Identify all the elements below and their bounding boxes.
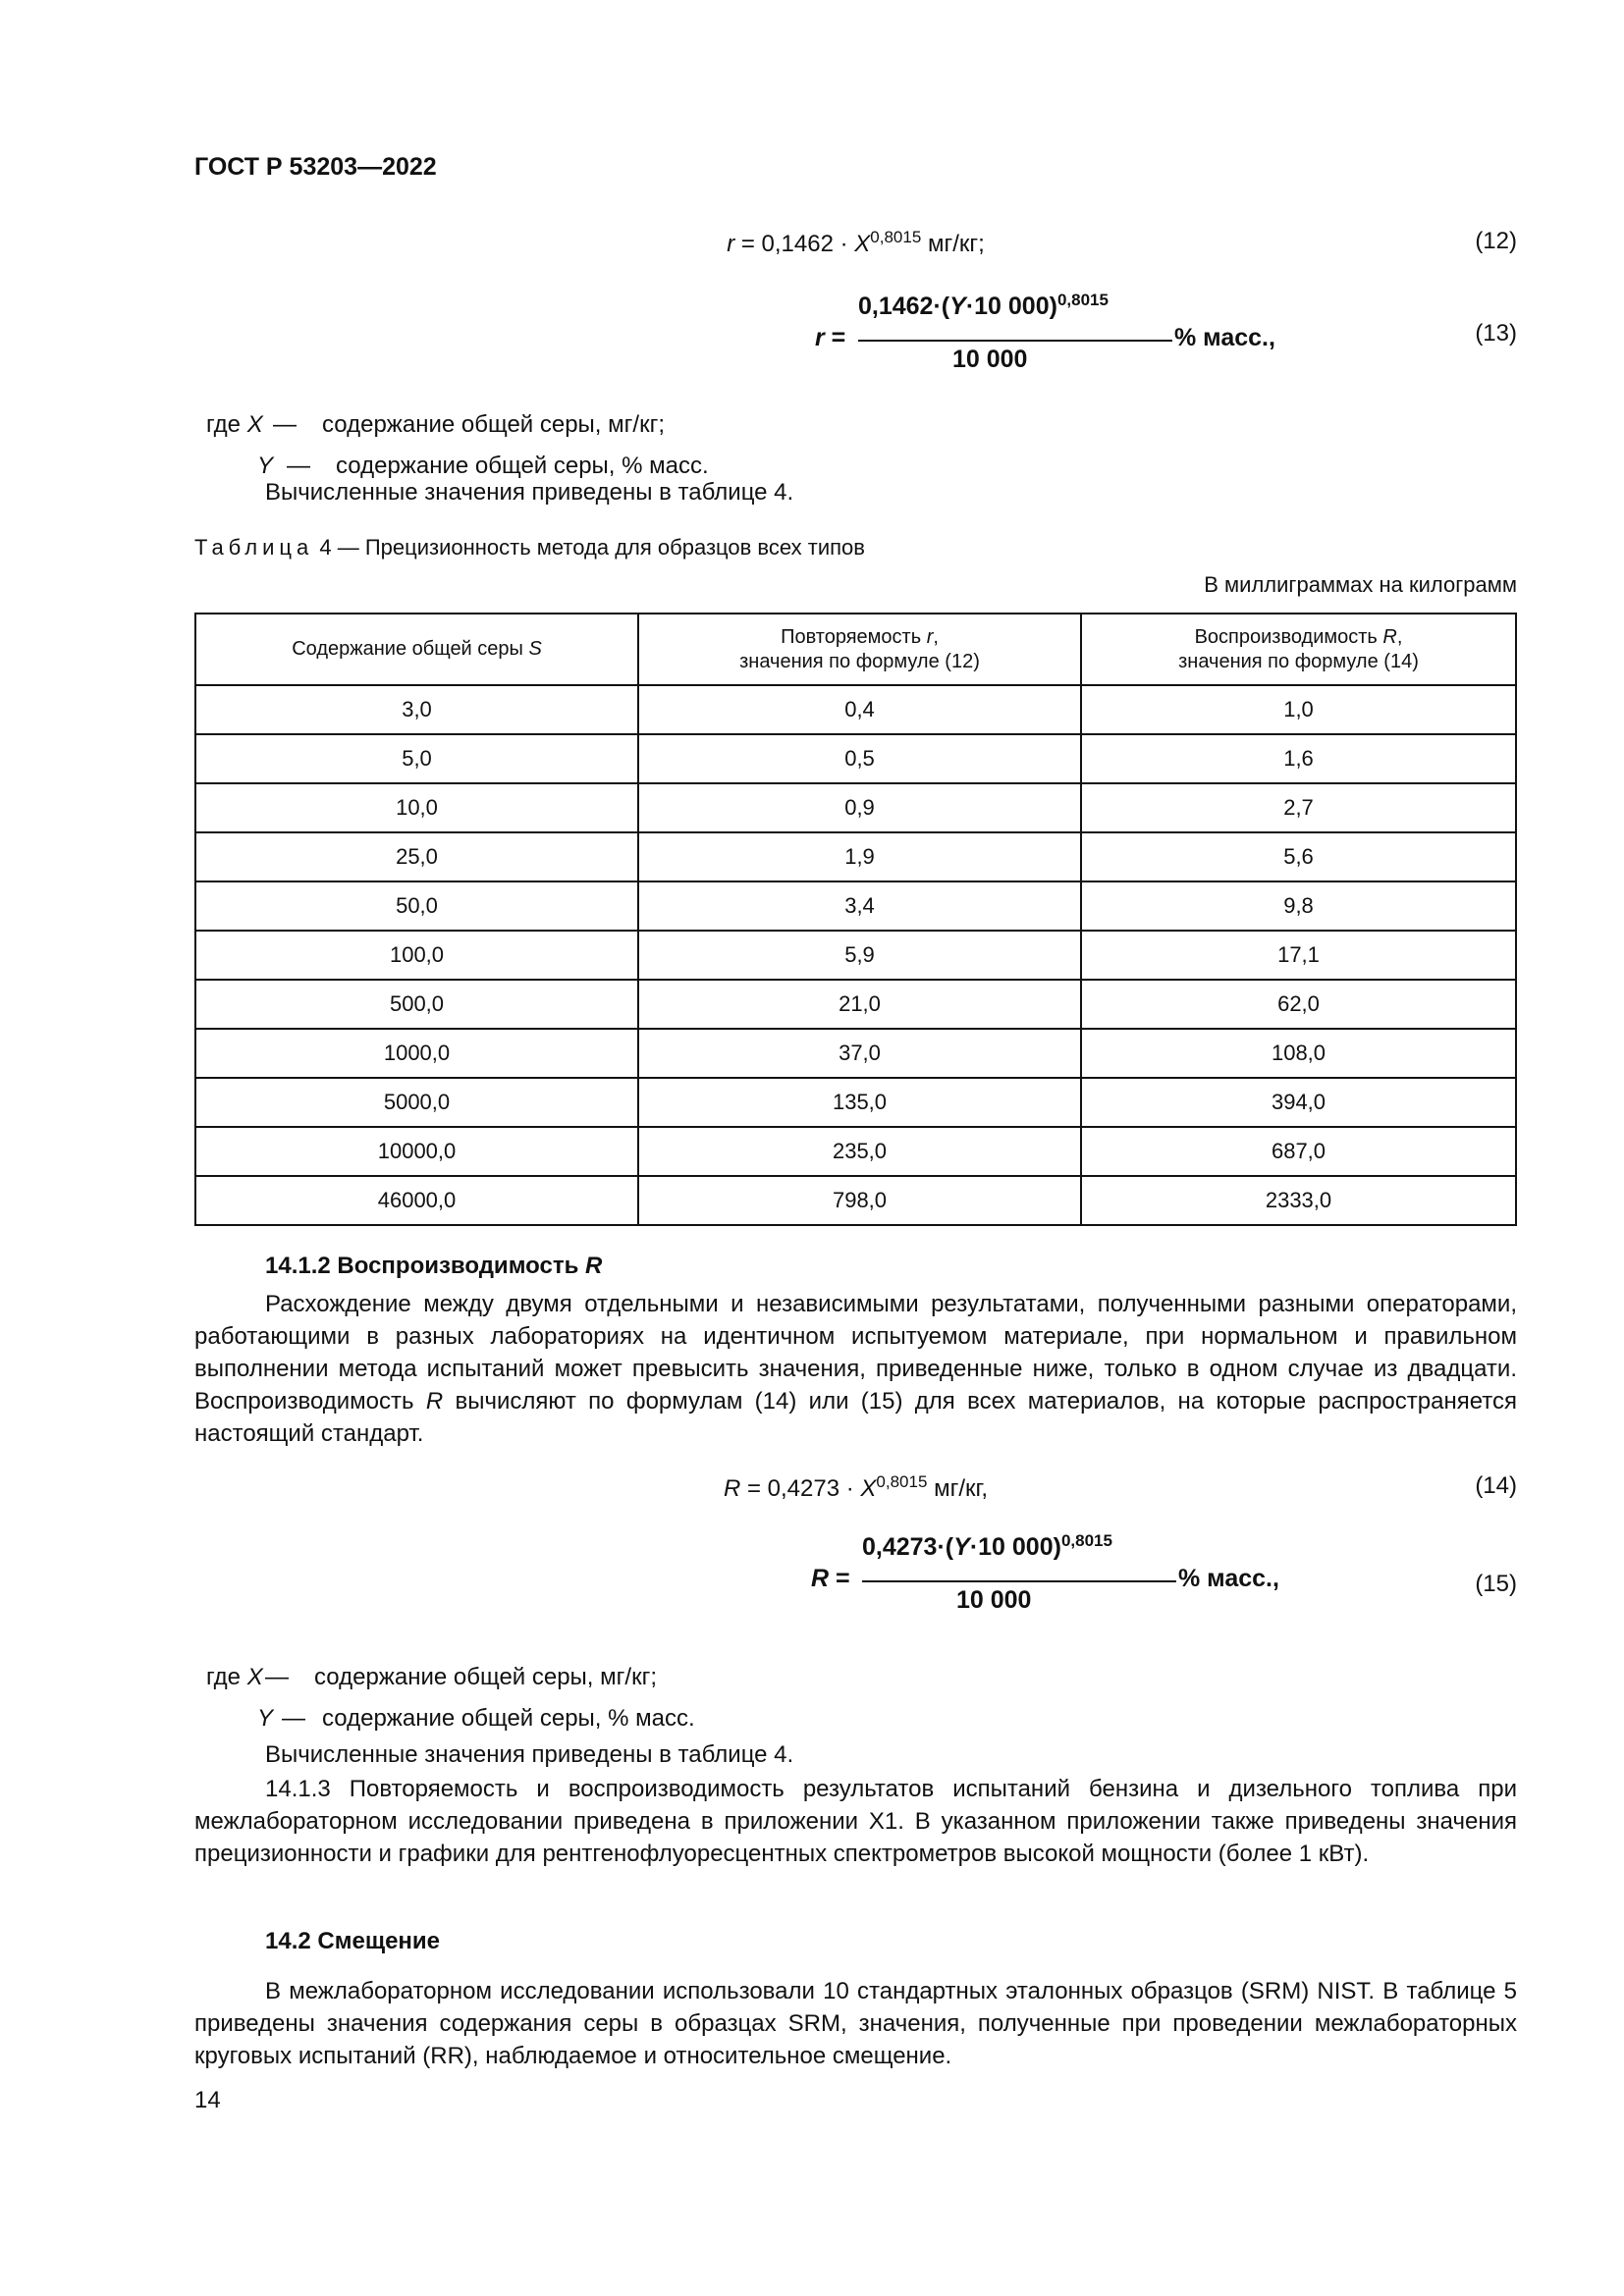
cell-reproducibility: 9,8 [1081,881,1516,931]
cell-sulfur-content: 46000,0 [195,1176,638,1225]
equation-number: (12) [1475,228,1517,254]
cell-reproducibility: 1,6 [1081,734,1516,783]
cell-reproducibility: 17,1 [1081,931,1516,980]
cell-sulfur-content: 25,0 [195,832,638,881]
cell-reproducibility: 5,6 [1081,832,1516,881]
def-var: X [246,1664,263,1690]
def-dash: — [273,411,297,438]
section-14-1-2-paragraph [194,1288,1517,1450]
num-var: Y [949,293,966,320]
cell-reproducibility: 108,0 [1081,1029,1516,1078]
cell-repeatability: 235,0 [638,1127,1081,1176]
cell-repeatability: 0,4 [638,685,1081,734]
num-b: ·10 000) [969,1533,1061,1561]
cell-sulfur-content: 5000,0 [195,1078,638,1127]
formula-lhs: R [811,1565,830,1592]
table-row [195,685,1516,734]
formula-unit: мг/кг; [921,231,985,257]
table-row [195,783,1516,832]
header-var: r [926,625,934,648]
header-text: Воспроизводимость [1194,625,1383,648]
def-dash: — [282,1705,305,1732]
formula-lhs: R [723,1475,741,1502]
variable-definitions [206,404,709,487]
formula-lhs: r [815,324,825,351]
document-header: ГОСТ Р 53203—2022 [194,153,437,181]
header-reproducibility [1081,614,1516,685]
numerator [858,291,1109,321]
definition-x [206,404,709,446]
def-text: содержание общей серы, мг/кг; [314,1664,657,1690]
cell-sulfur-content: 50,0 [195,881,638,931]
table-caption [194,535,865,561]
fraction-line [858,340,1172,342]
header-comma: , [933,625,939,648]
note-table-ref-2: Вычисленные значения приведены в таблице 4. [265,1741,794,1768]
variable-definitions-2 [206,1657,695,1739]
table-units: В миллиграммах на килограмм [1204,572,1517,597]
cell-sulfur-content: 10,0 [195,783,638,832]
cell-repeatability: 0,9 [638,783,1081,832]
section-14-1-2-title [265,1253,602,1280]
num-var: Y [953,1533,970,1561]
def-prefix: где [206,1664,242,1690]
caption-text: 4 — Прецизионность метода для образцов всех типов [313,535,865,560]
num-exp: 0,8015 [1060,1531,1112,1550]
formula-var: X [860,1475,877,1502]
table-row [195,881,1516,931]
cell-repeatability: 135,0 [638,1078,1081,1127]
def-text: содержание общей серы, % масс. [336,453,709,479]
cell-repeatability: 5,9 [638,931,1081,980]
table-row [195,1078,1516,1127]
header-sulfur-content [195,614,638,685]
section-14-2-paragraph: В межлабораторном исследовании использовали 10 стандартных эталонных образцов (SRM) NIST. В таблице 5 приведены значения содержания серы в образцах SRM, значения, полученные при проведении межлабораторных круговых испытаний (RR), наблюдаемое и относительное смещение. [194,1978,1517,2069]
def-var: Y [256,453,273,479]
numerator [862,1531,1112,1562]
cell-reproducibility: 394,0 [1081,1078,1516,1127]
cell-sulfur-content: 500,0 [195,980,638,1029]
formula-12 [194,228,1517,267]
cell-sulfur-content: 10000,0 [195,1127,638,1176]
header-text-2: значения по формуле (14) [1178,650,1419,672]
cell-reproducibility: 1,0 [1081,685,1516,734]
cell-repeatability: 798,0 [638,1176,1081,1225]
formula-unit: % масс., [1178,1565,1279,1592]
title-var: R [585,1253,603,1279]
cell-reproducibility: 62,0 [1081,980,1516,1029]
precision-table [194,613,1517,1226]
header-text-2: значения по формуле (12) [739,650,980,672]
denominator: 10 000 [956,1586,1032,1614]
cell-sulfur-content: 3,0 [195,685,638,734]
formula-text: = 0,1462 · [734,231,855,257]
cell-sulfur-content: 1000,0 [195,1029,638,1078]
def-var: Y [256,1705,273,1732]
def-prefix: где [206,411,242,438]
formula-unit: % масс., [1174,324,1275,351]
formula-unit: мг/кг, [927,1475,989,1502]
header-repeatability [638,614,1081,685]
header-comma: , [1396,625,1403,648]
formula-14 [194,1472,1517,1512]
definition-x [206,1657,695,1698]
num-exp: 0,8015 [1056,291,1109,309]
def-text: содержание общей серы, мг/кг; [322,411,665,438]
section-14-1-3-paragraph: 14.1.3 Повторяемость и воспроизводимость результатов испытаний бензина и дизельного топлива при межлабораторном исследовании приведена в приложении X1. В указанном приложении также приведены значения прецизионности и графики для рентгенофлуоресцентных спектрометров высокой мощности (более 1 кВт). [194,1776,1517,1867]
def-dash: — [287,453,310,479]
cell-repeatability: 0,5 [638,734,1081,783]
equation-number: (15) [1475,1571,1517,1597]
num-a: 0,1462·( [858,293,950,320]
page-number: 14 [194,2087,221,2113]
table-row [195,1127,1516,1176]
formula-exp: 0,8015 [876,1472,928,1491]
formula-15 [194,1531,1517,1614]
section-14-2-title: 14.2 Смещение [265,1928,441,1954]
title-text: 14.1.2 Воспроизводимость [265,1253,585,1279]
para-text-b: вычисляют по формулам (14) или (15) для всех материалов, на которые распространяется настоящий стандарт. [194,1388,1517,1447]
para-text-a: Расхождение между двумя отдельными и независимыми результатами, полученными разными операторами, работающими в разных лабораториях на идентичном испытуемом материале, при нормальном и правильном выполнении метода испытаний может превысить значения, приведенные ниже, только в одном случае из двадцати. Воспроизводимость [194,1291,1517,1415]
table-row [195,734,1516,783]
header-text: Содержание общей серы [292,638,529,660]
num-a: 0,4273·( [862,1533,954,1561]
formula-var: X [854,231,871,257]
cell-sulfur-content: 100,0 [195,931,638,980]
num-b: ·10 000) [965,293,1057,320]
header-var: S [528,638,542,660]
cell-reproducibility: 2,7 [1081,783,1516,832]
formula-lhs: r [727,231,735,257]
equation-number: (13) [1475,320,1517,347]
formula-eq: = [824,324,846,351]
cell-sulfur-content: 5,0 [195,734,638,783]
definition-y [206,1698,695,1739]
caption-word: Таблица [194,535,314,560]
table-header-row [195,614,1516,685]
equation-number: (14) [1475,1472,1517,1499]
table-row [195,1029,1516,1078]
cell-repeatability: 37,0 [638,1029,1081,1078]
para-var: R [425,1388,444,1415]
denominator: 10 000 [952,346,1028,373]
formula-text: = 0,4273 · [740,1475,861,1502]
formula-13 [194,291,1517,373]
table-row [195,931,1516,980]
cell-repeatability: 21,0 [638,980,1081,1029]
def-text: содержание общей серы, % масс. [322,1705,695,1732]
cell-reproducibility: 687,0 [1081,1127,1516,1176]
cell-repeatability: 1,9 [638,832,1081,881]
def-dash: — [265,1664,289,1690]
fraction-line [862,1580,1176,1582]
header-text: Повторяемость [781,625,927,648]
cell-repeatability: 3,4 [638,881,1081,931]
def-var: X [246,411,263,438]
formula-eq: = [829,1565,850,1592]
formula-exp: 0,8015 [870,228,922,246]
table-row [195,832,1516,881]
note-table-ref: Вычисленные значения приведены в таблице 4. [265,479,794,506]
header-var: R [1382,625,1397,648]
table-row [195,1176,1516,1225]
table-row [195,980,1516,1029]
cell-reproducibility: 2333,0 [1081,1176,1516,1225]
